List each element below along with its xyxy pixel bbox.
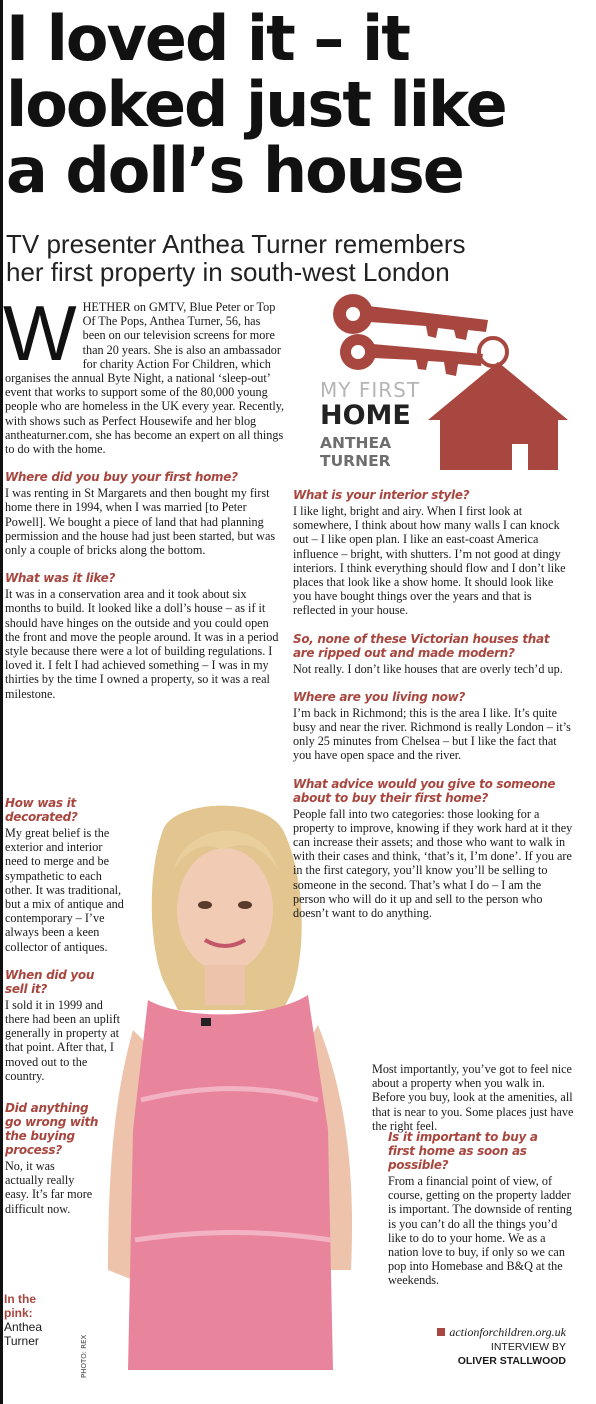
logo-name-line: ANTHEA — [320, 434, 392, 452]
question-heading: When did you sell it? — [5, 967, 95, 996]
right-narrow-column — [372, 1062, 574, 1133]
question-heading: What is your interior style? — [293, 488, 470, 502]
logo-name-line: TURNER — [320, 452, 391, 470]
drop-cap: W — [3, 289, 77, 377]
intro-paragraph — [3, 289, 285, 457]
answer-text: I sold it in 1999 and there had been an uplift generally in property at that point. After that, I moved out to the country. — [5, 997, 121, 1083]
photo-credit: PHOTO: REX — [80, 1334, 88, 1378]
answer-text: I was renting in St Margarets and then bought my first home there in 1994, when I was married [to Peter Powell]. We bought a piece of land that had planning permission and the house had just been started, but was only a couple of bricks along the bottom. — [5, 486, 276, 558]
headline-line: a doll’s house — [6, 134, 463, 207]
interview-by-label: INTERVIEW BY — [490, 1341, 566, 1353]
headline — [6, 2, 586, 207]
face — [177, 848, 273, 972]
question-heading: Where are you living now? — [293, 689, 466, 704]
charity-url: actionforchildren.org.uk — [449, 1325, 566, 1339]
answer-text: It was in a conservation area and it took about six months to build. It looked like a doll’s house – as if it should have hinges on the outside and you could open the front and move the people around. It was in a period style because there were a lot of building regulations. I loved it. I felt I had achieved something – I was in my thirties by the time I owned a property, so it was a real milestone. — [5, 587, 279, 701]
article-footer — [437, 1325, 566, 1368]
logo-my-first: MY FIRST — [320, 378, 421, 402]
question-heading: How was it decorated? — [5, 796, 78, 824]
question-heading: So, none of these Victorian houses that are ripped out and made modern? — [293, 631, 550, 660]
my-first-home-logo — [318, 292, 578, 482]
page-edge — [0, 0, 3, 1404]
right-column — [293, 480, 573, 920]
logo-name — [320, 434, 391, 470]
intro-text: HETHER on GMTV, Blue Peter or Top Of The Pops, Anthea Turner, 56, has been on our television screens for more than 20 years. She is also an ambassador for charity Action For Children, which organises the annual Byte Night, a national ‘sleep-out’ event that works to support some of the 80,000 young people who are homeless in the UK every year. Recently, with shows such as Perfect Housewife and her blog antheaturner.com, she has become an expert on all things to do with the home. — [5, 300, 285, 457]
answer-text: From a financial point of view, of course, getting on the property ladder is important. The downside of renting is you can’t do all the things you’d like to do to your home. We as a nation love to buy, if only so we can pop into Homebase and B&Q at the weekends. — [388, 1174, 572, 1288]
charity-link[interactable] — [437, 1325, 566, 1340]
square-bullet-icon — [437, 1328, 445, 1336]
dress — [128, 995, 333, 1370]
question-heading: Did anything go wrong with the buying process? — [5, 1101, 99, 1158]
answer-text: Most importantly, you’ve got to feel nice about a property when you walk in. Before you buy, look at the amenities, all that is near to you. Some places just have the right feel. — [372, 1062, 574, 1133]
author-name: OLIVER STALLWOOD — [457, 1355, 566, 1367]
standfirst-line: her first property in south-west London — [6, 257, 450, 287]
caption-bold: In the pink: — [4, 1292, 36, 1320]
caption-name: Anthea Turner — [4, 1320, 43, 1348]
standfirst — [6, 230, 586, 286]
photo-caption — [4, 1292, 84, 1348]
question-heading: Where did you buy your first home? — [5, 470, 238, 485]
answer-text: No, it was actually really easy. It’s far more difficult now. — [5, 1159, 93, 1216]
answer-text: I like light, bright and airy. When I first look at somewhere, I think about how many walls I can knock out – I like open plan. I like an east-coast America influence – bright, with shutters. I’m not good at dingy interiors. I think everything should flow and I don’t like places that look like a show home. It should look like you have bought things over the years and that is reflected in your house. — [293, 504, 566, 618]
answer-text: People fall into two categories: those looking for a property to improve, knowing if they work hard at it they can increase their assets; and those who want to walk in with their cases and think, ‘that’s it, I’m done’. If you are in the first category, you’ll know you’ll be selling to someone in the second. That’s what I do – I am the person who will do it up and sell to the person who doesn’t want to do anything. — [293, 806, 573, 921]
question-heading: What advice would you give to someone about to buy their first home? — [293, 776, 556, 805]
headline-line: I loved it – it — [6, 2, 409, 75]
right-bottom-column — [388, 1126, 574, 1288]
question-heading: Is it important to buy a first home as soon as possible? — [388, 1130, 538, 1172]
left-column — [3, 289, 285, 701]
question-heading: What was it like? — [5, 571, 116, 586]
standfirst-line: TV presenter Anthea Turner remembers — [6, 229, 466, 259]
answer-text: My great belief is the exterior and interior need to merge and be sympathetic to each other. It was traditional, but a mix of antique and contemporary – I’ve always been a keen collector of antiques. — [5, 826, 124, 954]
logo-home: HOME — [320, 400, 411, 431]
answer-text: Not really. I don’t like houses that are overly tech’d up. — [293, 661, 563, 676]
headline-line: looked just like — [6, 68, 506, 141]
answer-text: I’m back in Richmond; this is the area I like. It’s quite busy and near the river. Richmond is really London – it’s only 25 minutes from Chelsea – but I like the fact that you have open space and the river. — [293, 705, 571, 763]
